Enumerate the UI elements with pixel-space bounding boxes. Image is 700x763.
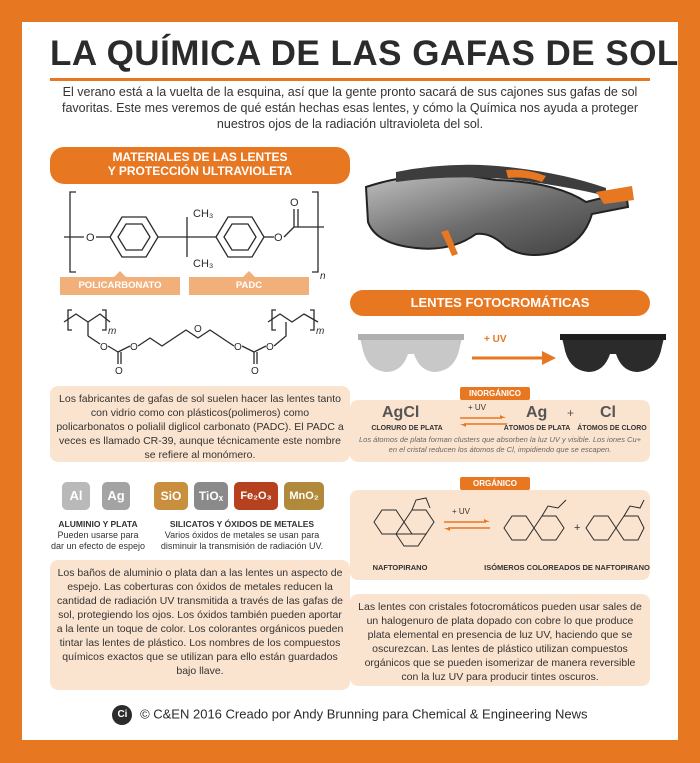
materials-header <box>50 147 350 184</box>
oxide-caption-text: Varios óxidos de metales se usan para disminuir la transmisión de radiación UV. <box>160 530 324 551</box>
padc-o-4: O <box>194 324 202 335</box>
oxide-caption <box>152 519 332 552</box>
page-title: LA QUÍMICA DE LAS GAFAS DE SOL <box>50 34 679 73</box>
element-tiox: TiOₓ <box>194 482 228 510</box>
o-label-3: O <box>290 197 299 209</box>
materials-header-line2: Y PROTECCIÓN ULTRAVIOLETA <box>107 164 293 178</box>
agcl-caption: CLORURO DE PLATA <box>371 425 443 432</box>
cl-formula: Cl <box>600 404 616 421</box>
naftopirano-caption: NAFTOPIRANO <box>372 563 428 572</box>
inorganic-uv-label: + UV <box>468 403 487 412</box>
sunglasses-illustration <box>356 152 636 272</box>
o-label-1: O <box>86 232 95 244</box>
metal-caption <box>50 519 146 552</box>
padc-o-5: O <box>234 342 242 353</box>
plus-sign: + <box>567 406 575 420</box>
equilibrium-arrows-inorganic <box>458 414 508 428</box>
element-mno2: MnO₂ <box>284 482 324 510</box>
inorganic-tag: INORGÁNICO <box>460 387 530 400</box>
light-glasses-icon <box>356 332 466 377</box>
materials-text-box: Los fabricantes de gafas de sol suelen hacer las lentes tanto con vidrio como con plásticos(polimeros) como policarbonatos o polialil diglicol carbonato (PADC). El PADC a veces es llamado CR-39, aunque técnicamente este nombre se refiere al monómero. <box>50 386 350 462</box>
padc-o-3: O <box>130 342 138 353</box>
polycarbonate-structure <box>62 187 332 282</box>
cl-caption: ÁTOMOS DE CLORO <box>577 425 647 432</box>
organic-plus: + <box>574 522 581 534</box>
photochromic-header: LENTES FOTOCROMÁTICAS <box>350 290 650 316</box>
intro-text: El verano está a la vuelta de la esquina, así que la gente pronto sacará de sus cajones sus gafas de sol favoritas. Este mes veremos de qué están hechas esas lentes, y cómo la Química nos ayuda a proteger nuestros ojos de la radiación ultravioleta del sol. <box>62 85 638 131</box>
agcl-formula: AgCl <box>382 404 420 421</box>
o-label-2: O <box>274 232 283 244</box>
materials-header-line1: MATERIALES DE LAS LENTES <box>112 150 288 164</box>
padc-structure <box>62 302 332 382</box>
title-divider <box>50 78 650 81</box>
ag-caption: ÁTOMOS DE PLATA <box>503 425 571 432</box>
uv-arrow-label: + UV <box>484 334 507 345</box>
element-fe2o3: Fe₂O₃ <box>234 482 278 510</box>
metal-caption-text: Pueden usarse para dar un efecto de espejo <box>50 530 146 551</box>
padc-m-subscript-2: m <box>316 326 325 337</box>
padc-o-6: O <box>251 366 259 377</box>
inorganic-note: Los átomos de plata forman clusters que absorben la luz UV y visible. Los iones Cu+ en el cristal reducen los átomos de Cl, impidiendo que se escapen. <box>358 435 642 454</box>
coatings-text-box: Los baños de aluminio o plata dan a las lentes un aspecto de espejo. Las coberturas con óxidos de metales reducen la cantidad de radiación UV transmitida a través de las gafas de sol, protegiendo los ojos. Los óxidos también pueden aportar a la lente un toque de color. Los colorantes orgánicos pueden tintar las lentes de plástico. Los nombres de los compuestos químicos exactos que se utilizan para ello están guardados bajo llave. <box>50 560 350 690</box>
footer-credit: © C&EN 2016 Creado por Andy Brunning para Chemical & Engineering News <box>140 706 588 722</box>
padc-tag: PADC <box>189 277 309 295</box>
isomer-structure-2 <box>584 500 646 555</box>
ag-formula: Ag <box>526 404 548 421</box>
footer <box>22 705 678 725</box>
ch3-bottom-label: CH₃ <box>193 258 214 270</box>
isomer-structure-1 <box>500 500 570 555</box>
photochromic-text-box: Las lentes con cristales fotocromáticos pueden usar sales de un halogenuro de plata dopado con cobre lo que produce plata elemental en presencia de luz UV, haciendo que se oscurezcan. Las lentes de plástico utilizan compuestos orgánicos que se pueden isomerizar de manera reversible con la luz UV para producir tintes oscuros. <box>350 594 650 686</box>
padc-m-subscript: m <box>108 326 117 337</box>
naftopirano-structure <box>364 494 434 554</box>
organic-equilibrium-arrows <box>442 518 492 532</box>
oxide-caption-title: SILICATOS Y ÓXIDOS DE METALES <box>169 519 315 529</box>
padc-o-7: O <box>266 342 274 353</box>
padc-o-2: O <box>115 366 123 377</box>
cen-logo-icon: Ci <box>112 705 132 725</box>
organic-uv-label: + UV <box>452 507 471 516</box>
uv-arrow <box>468 338 558 368</box>
element-al: Al <box>62 482 90 510</box>
element-ag: Ag <box>102 482 130 510</box>
organic-tag: ORGÁNICO <box>460 477 530 490</box>
ch3-top-label: CH₃ <box>193 208 214 220</box>
padc-o-1: O <box>100 342 108 353</box>
n-subscript: n <box>320 271 326 282</box>
element-sio: SiO <box>154 482 188 510</box>
metal-caption-title: ALUMINIO Y PLATA <box>58 519 138 529</box>
dark-glasses-icon <box>558 332 668 377</box>
isomers-caption: ISÓMEROS COLOREADOS DE NAFTOPIRANO <box>484 563 650 572</box>
poster-panel <box>22 22 678 740</box>
policarbonato-tag: POLICARBONATO <box>60 277 180 295</box>
